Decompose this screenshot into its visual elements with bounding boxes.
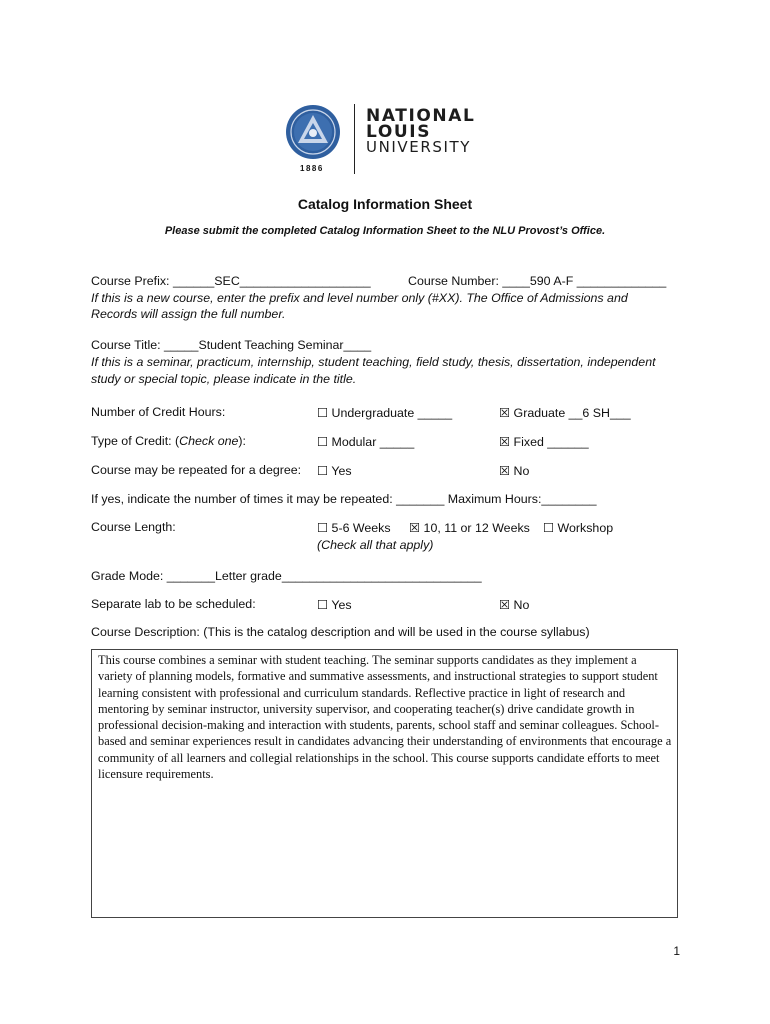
course-prefix-note: If this is a new course, enter the prefix and level number only (#XX). The Office of Admissions and (91, 291, 628, 305)
modular-checkbox[interactable]: ☐ Modular _____ (317, 435, 415, 449)
lab-label: Separate lab to be scheduled: (91, 597, 256, 611)
repeat-no-checkbox[interactable]: ☒ No (499, 464, 530, 478)
lab-no-checkbox[interactable]: ☒ No (499, 598, 530, 612)
wordmark-university: UNIVERSITY (366, 138, 472, 156)
wordmark-louis: LOUIS (366, 122, 432, 142)
repeat-times-field: If yes, indicate the number of times it may be repeated: _______ Maximum Hours:________ (91, 492, 597, 506)
length-10-12-weeks-checkbox[interactable]: ☒ 10, 11 or 12 Weeks (409, 521, 530, 535)
repeat-label: Course may be repeated for a degree: (91, 463, 302, 477)
course-length-note: (Check all that apply) (317, 538, 434, 552)
repeat-yes-checkbox[interactable]: ☐ Yes (317, 464, 352, 478)
founding-year: 1886 (300, 164, 324, 173)
lab-yes-checkbox[interactable]: ☐ Yes (317, 598, 352, 612)
page-title: Catalog Information Sheet (297, 196, 473, 212)
wordmark-national: NATIONAL (366, 106, 476, 126)
course-description-text: This course combines a seminar with student teaching. The seminar supports candidates as they implement a variety of planning models, formative and summative assessments, and instructional strategies to support student learning consistent with professional and curriculum standards. Reflective practice in light of research and mentoring by seminar instructor, university supervisor, and cooperating teacher(s) drive candidate growth in professional decision-making and interaction with students, parents, school staff and seminar colleagues. School-based and seminar experiences result in candidates advancing their understanding of environments that encourage a community of all learners and collegial relationships in the school. This course supports candidate efforts to meet licensure requirements. (98, 653, 672, 782)
course-prefix-field: Course Prefix: ______SEC___________________ (91, 274, 371, 288)
page-number: 1 (673, 944, 680, 958)
length-workshop-checkbox[interactable]: ☐ Workshop (543, 521, 614, 535)
credit-hours-label: Number of Credit Hours: (91, 405, 226, 419)
course-title-note-2: study or special topic, please indicate in the title. (91, 372, 357, 386)
length-5-6-weeks-checkbox[interactable]: ☐ 5-6 Weeks (317, 521, 391, 535)
course-prefix-note-2: Records will assign the full number. (91, 307, 286, 321)
undergraduate-checkbox[interactable]: ☐ Undergraduate _____ (317, 406, 453, 420)
grade-mode-field: Grade Mode: _______Letter grade_____________________________ (91, 569, 482, 583)
course-number-field: Course Number: ____590 A-F _____________ (408, 274, 667, 288)
university-seal-logo (285, 104, 341, 160)
fixed-checkbox[interactable]: ☒ Fixed ______ (499, 435, 589, 449)
logo-divider (354, 104, 355, 174)
graduate-checkbox[interactable]: ☒ Graduate __6 SH___ (499, 406, 631, 420)
credit-type-label: Type of Credit: (Check one): (91, 434, 246, 448)
course-title-field: Course Title: _____Student Teaching Seminar____ (91, 338, 372, 352)
page-subtitle: Please submit the completed Catalog Information Sheet to the NLU Provost’s Office. (164, 225, 606, 237)
course-description-label: Course Description: (This is the catalog description and will be used in the course syllabus) (91, 625, 590, 639)
course-title-note: If this is a seminar, practicum, internship, student teaching, field study, thesis, dissertation, independent (91, 355, 656, 369)
course-length-label: Course Length: (91, 520, 176, 534)
